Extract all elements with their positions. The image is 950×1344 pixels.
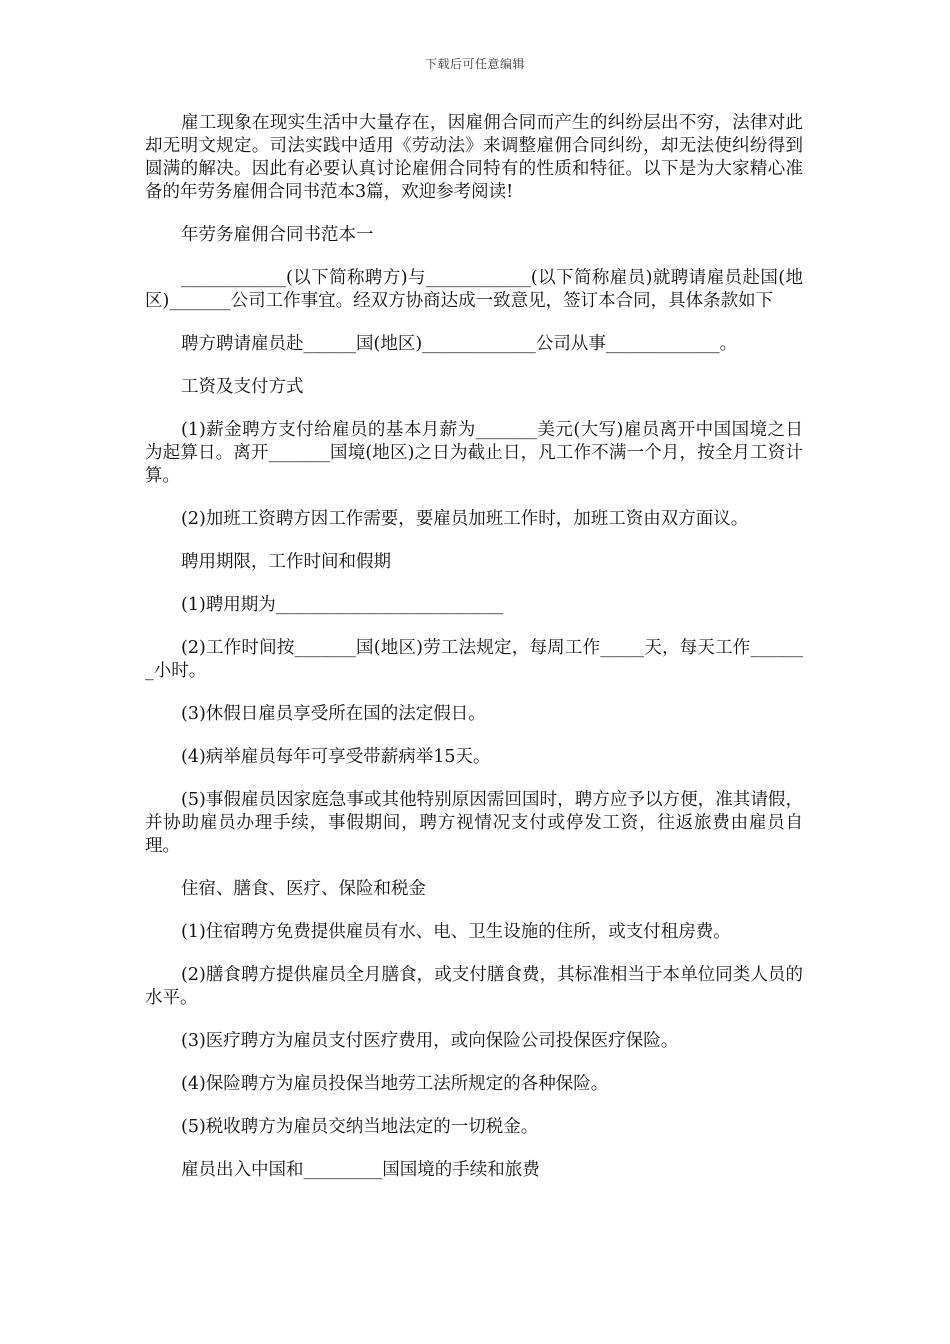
clause-working-hours: (2)工作时间按_______国(地区)劳工法规定，每周工作_____天，每天工作_______小时。 xyxy=(145,638,803,681)
page-header: 下载后可任意编辑 xyxy=(424,57,525,71)
clause-personal-leave: (5)事假雇员因家庭急事或其他特别原因需回国时，聘方应予以方便，准其请假，并协助雇员办理手续，事假期间，聘方视情况支付或停发工资，往返旅费由雇员自理。 xyxy=(145,790,803,856)
section-title: 年劳务雇佣合同书范本一 xyxy=(181,225,374,245)
clause-medical: (3)医疗聘方为雇员支付医疗费用，或向保险公司投保医疗保险。 xyxy=(181,1031,679,1051)
clause-salary: (1)薪金聘方支付给雇员的基本月薪为_______美元(大写)雇员离开中国国境之日为起算日。离开_______国境(地区)之日为截止日，凡工作不满一个月，按全月工资计算。 xyxy=(145,420,803,486)
clause-meals: (2)膳食聘方提供雇员全月膳食，或支付膳食费，其标准相当于本单位同类人员的水平。 xyxy=(145,965,803,1008)
clause-heading-term: 聘用期限，工作时间和假期 xyxy=(181,552,391,572)
clause-housing: (1)住宿聘方免费提供雇员有水、电、卫生设施的住所，或支付租房费。 xyxy=(181,922,731,942)
clause-term: (1)聘用期为__________________________ xyxy=(181,595,504,615)
employment-paragraph: 聘方聘请雇员赴______国(地区)_____________公司从事_____________。 xyxy=(181,334,738,354)
clause-holidays: (3)休假日雇员享受所在国的法定假日。 xyxy=(181,704,486,724)
clause-heading-benefits: 住宿、膳食、医疗、保险和税金 xyxy=(181,879,426,899)
clause-heading-travel: 雇员出入中国和_________国国境的手续和旅费 xyxy=(181,1160,540,1180)
contract-parties-paragraph: ____________(以下简称聘方)与____________(以下简称雇员)就聘请雇员赴国(地区)_______公司工作事宜。经双方协商达成一致意见，签订本合同，具体条款如下 xyxy=(145,268,803,311)
clause-insurance: (4)保险聘方为雇员投保当地劳工法所规定的各种保险。 xyxy=(181,1074,609,1094)
clause-overtime: (2)加班工资聘方因工作需要，要雇员加班工作时，加班工资由双方面议。 xyxy=(181,509,749,529)
clause-tax: (5)税收聘方为雇员交纳当地法定的一切税金。 xyxy=(181,1117,539,1137)
clause-heading-wages: 工资及支付方式 xyxy=(181,377,304,397)
intro-paragraph: 雇工现象在现实生活中大量存在，因雇佣合同而产生的纠纷层出不穷，法律对此却无明文规定。司法实践中适用《劳动法》来调整雇佣合同纠纷，却无法使纠纷得到圆满的解决。因此有必要认真讨论雇佣合同特有的性质和特征。以下是为大家精心准备的年劳务雇佣合同书范本3篇，欢迎参考阅读! xyxy=(145,113,803,202)
clause-sick-leave: (4)病举雇员每年可享受带薪病举15天。 xyxy=(181,747,491,767)
document-body xyxy=(145,112,803,1202)
